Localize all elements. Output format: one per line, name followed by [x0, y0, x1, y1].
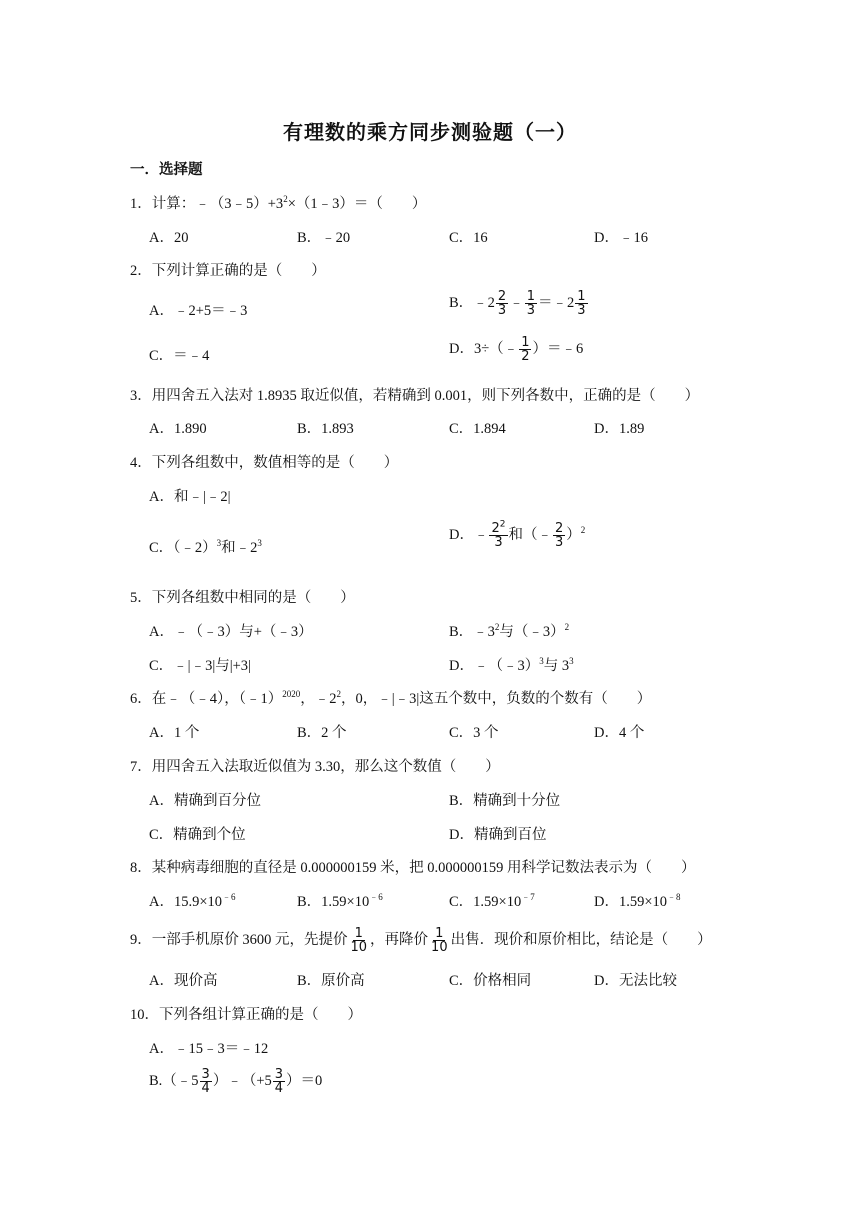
question-9: 9．一部手机原价 3600 元，先提价 $\frac{1}{10}$ ，再降价 $\frac{1}{10}$ 出售．现价和原价相比，结论是（ ） — [130, 926, 712, 955]
q7-option-c: C．精确到个位 — [149, 827, 246, 843]
question-7: 7．用四舍五入法取近似值为 3.30，那么这个数值（ ） — [130, 759, 500, 775]
q2-option-a: A．﹣2+5＝﹣3 — [149, 303, 248, 319]
q2-option-b: B．﹣2 $\frac{2}{3}$ ﹣ $\frac{1}{3}$ ＝﹣2 $\frac{1}{3}$ — [449, 289, 586, 318]
q1-option-b: B．﹣20 — [297, 230, 351, 246]
q6-option-d: D．4 个 — [594, 725, 645, 741]
q4-option-d: D．﹣ $\frac{2^2}{3}$ 和（﹣ $\frac{2}{3}$ ）$^2$ — [449, 519, 586, 550]
q3-option-b: B．1.893 — [297, 421, 354, 437]
q5-option-a: A．﹣（﹣3）与+（﹣3） — [149, 624, 313, 640]
q5-option-b: B．$﹣3^2$与（﹣3）$^2$ — [449, 622, 570, 640]
q2-option-d: D．3÷（﹣ $\frac{1}{2}$ ）＝﹣6 — [449, 335, 584, 364]
q9-option-b: B．原价高 — [297, 973, 365, 989]
page-title: 有理数的乘方同步测验题（一） — [283, 122, 577, 144]
q4-option-c: C．（﹣2）$^3$和$﹣2^3$ — [149, 538, 262, 556]
q3-option-a: A．1.890 — [149, 421, 207, 437]
q8-option-c: C．$1.59\times 10^{﹣7}$ — [449, 892, 535, 910]
q4-option-a: A．和﹣|﹣2| — [149, 489, 231, 505]
q3-option-c: C．1.894 — [449, 421, 506, 437]
question-4: 4．下列各组数中，数值相等的是（ ） — [130, 455, 399, 471]
q1-option-c: C．16 — [449, 230, 488, 246]
question-8: 8．某种病毒细胞的直径是 0.000000159 米，把 0.000000159 用科学记数法表示为（ ） — [130, 860, 696, 876]
question-2: 2．下列计算正确的是（ ） — [130, 263, 326, 279]
q1-option-d: D．﹣16 — [594, 230, 648, 246]
q9-option-d: D．无法比较 — [594, 973, 677, 989]
question-5: 5．下列各组数中相同的是（ ） — [130, 590, 355, 606]
q7-option-d: D．精确到百位 — [449, 827, 547, 843]
question-6: 6．在﹣（﹣4），（﹣1）$^{2020}$，$﹣2^2$，0，﹣|﹣3|这五个数中，负数的个数有（ ） — [130, 689, 652, 707]
q2-option-c: C．＝﹣4 — [149, 348, 210, 364]
q9-option-a: A．现价高 — [149, 973, 218, 989]
question-1: 1．计算：$﹣(3﹣5)+3^2\times(1﹣3)=$（ ） — [130, 194, 427, 212]
q7-option-a: A．精确到百分位 — [149, 793, 261, 809]
q6-option-c: C．3 个 — [449, 725, 499, 741]
question-3: 3．用四舍五入法对 1.8935 取近似值，若精确到 0.001，则下列各数中，正确的是（ ） — [130, 388, 700, 404]
q7-option-b: B．精确到十分位 — [449, 793, 561, 809]
q3-option-d: D．1.89 — [594, 421, 645, 437]
question-10: 10．下列各组计算正确的是（ ） — [130, 1007, 362, 1023]
section-heading: 一．选择题 — [130, 162, 203, 178]
q9-option-c: C．价格相同 — [449, 973, 532, 989]
q10-option-a: A．﹣15﹣3＝﹣12 — [149, 1041, 269, 1057]
q8-option-b: B．$1.59\times 10^{﹣6}$ — [297, 892, 383, 910]
q6-option-b: B．2 个 — [297, 725, 347, 741]
q5-option-c: C．﹣|﹣3|与|+3| — [149, 658, 251, 674]
q8-option-d: D．$1.59\times 10^{﹣8}$ — [594, 892, 681, 910]
q6-option-a: A．1 个 — [149, 725, 200, 741]
q10-option-b: B.（﹣5 $\frac{3}{4}$ ）﹣（+5 $\frac{3}{4}$ ）＝0 — [149, 1067, 323, 1096]
q5-option-d: D．﹣（﹣3）$^3$与 $3^3$ — [449, 656, 574, 674]
q8-option-a: A．$15.9\times 10^{﹣6}$ — [149, 892, 236, 910]
q1-option-a: A．20 — [149, 230, 189, 246]
